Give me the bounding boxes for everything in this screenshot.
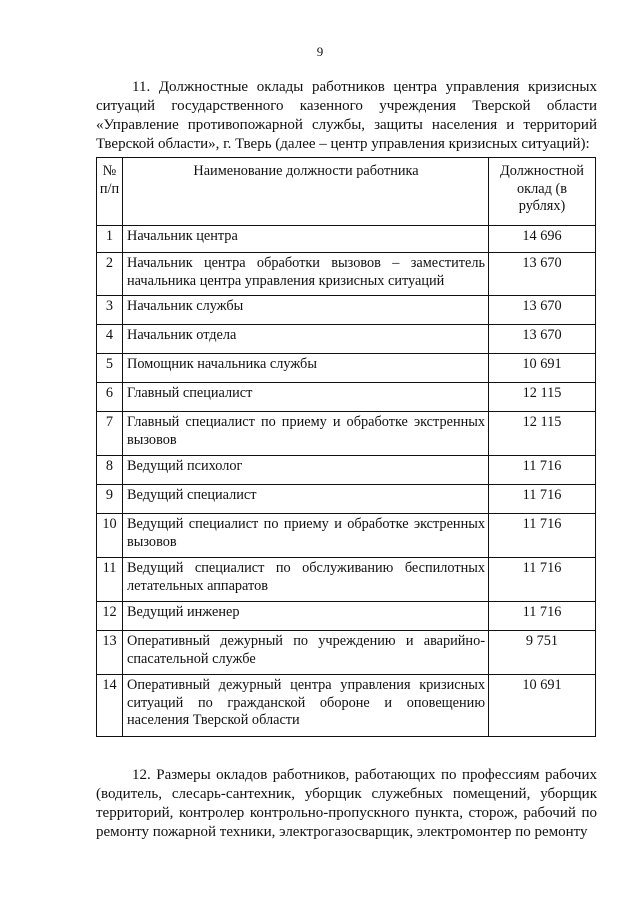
table-row xyxy=(97,412,596,456)
table-row xyxy=(97,253,596,296)
row-number: 4 xyxy=(97,325,123,354)
salary-value: 9 751 xyxy=(489,631,596,675)
position-name: Ведущий инженер xyxy=(123,602,489,631)
salary-value: 11 716 xyxy=(489,602,596,631)
position-name: Главный специалист по приему и обработке экстренных вызовов xyxy=(123,412,489,456)
row-number: 8 xyxy=(97,456,123,485)
row-number: 10 xyxy=(97,514,123,558)
position-name: Начальник службы xyxy=(123,296,489,325)
table-body xyxy=(97,226,596,737)
table-row xyxy=(97,631,596,675)
salary-value: 12 115 xyxy=(489,412,596,456)
salary-value: 14 696 xyxy=(489,226,596,253)
table-row xyxy=(97,383,596,412)
table-row xyxy=(97,675,596,737)
table-row xyxy=(97,485,596,514)
position-name: Оперативный дежурный центра управления кризисных ситуаций по гражданской обороне и оповещению населения Тверской области xyxy=(123,675,489,737)
row-number: 2 xyxy=(97,253,123,296)
table-row xyxy=(97,296,596,325)
position-name: Помощник начальника службы xyxy=(123,354,489,383)
page-number: 9 xyxy=(316,44,324,59)
header-salary: Должностной оклад (в рублях) xyxy=(489,158,596,226)
position-name: Главный специалист xyxy=(123,383,489,412)
table-row xyxy=(97,354,596,383)
salary-value: 13 670 xyxy=(489,325,596,354)
salary-value: 12 115 xyxy=(489,383,596,412)
table-row xyxy=(97,325,596,354)
position-name: Оперативный дежурный по учреждению и аварийно-спасательной службе xyxy=(123,631,489,675)
salary-table xyxy=(96,157,596,737)
table-row xyxy=(97,602,596,631)
salary-value: 10 691 xyxy=(489,354,596,383)
salary-value: 10 691 xyxy=(489,675,596,737)
row-number: 14 xyxy=(97,675,123,737)
row-number: 5 xyxy=(97,354,123,383)
table-row xyxy=(97,558,596,602)
position-name: Ведущий специалист по обслуживанию беспилотных летательных аппаратов xyxy=(123,558,489,602)
salary-value: 11 716 xyxy=(489,456,596,485)
position-name: Начальник отдела xyxy=(123,325,489,354)
salary-value: 11 716 xyxy=(489,514,596,558)
salary-value: 13 670 xyxy=(489,253,596,296)
paragraph-11: 11. Должностные оклады работников центра управления кризисных ситуаций государственного казенного учреждения Тверской области «Управление противопожарной службы, защиты населения и территорий Тверской области», г. Тверь (далее – центр управления кризисных ситуаций): xyxy=(96,79,597,152)
row-number: 7 xyxy=(97,412,123,456)
row-number: 1 xyxy=(97,226,123,253)
position-name: Начальник центра xyxy=(123,226,489,253)
position-name: Ведущий психолог xyxy=(123,456,489,485)
row-number: 3 xyxy=(97,296,123,325)
table-header-row xyxy=(97,158,596,226)
row-number: 11 xyxy=(97,558,123,602)
position-name: Начальник центра обработки вызовов – заместитель начальника центра управления кризисных ситуаций xyxy=(123,253,489,296)
table-row xyxy=(97,514,596,558)
table-row xyxy=(97,456,596,485)
header-number: № п/п xyxy=(97,158,123,226)
table-row xyxy=(97,226,596,253)
salary-value: 11 716 xyxy=(489,558,596,602)
position-name: Ведущий специалист xyxy=(123,485,489,514)
row-number: 13 xyxy=(97,631,123,675)
row-number: 9 xyxy=(97,485,123,514)
salary-value: 13 670 xyxy=(489,296,596,325)
row-number: 12 xyxy=(97,602,123,631)
position-name: Ведущий специалист по приему и обработке экстренных вызовов xyxy=(123,514,489,558)
row-number: 6 xyxy=(97,383,123,412)
header-position-name: Наименование должности работника xyxy=(123,158,489,226)
paragraph-12: 12. Размеры окладов работников, работающих по профессиям рабочих (водитель, слесарь-сантехник, уборщик служебных помещений, уборщик территорий, контролер контрольно-пропускного пункта, сторож, рабочий по ремонту пожарной техники, электрогазосварщик, электромонтер по ремонту xyxy=(96,767,597,840)
salary-value: 11 716 xyxy=(489,485,596,514)
